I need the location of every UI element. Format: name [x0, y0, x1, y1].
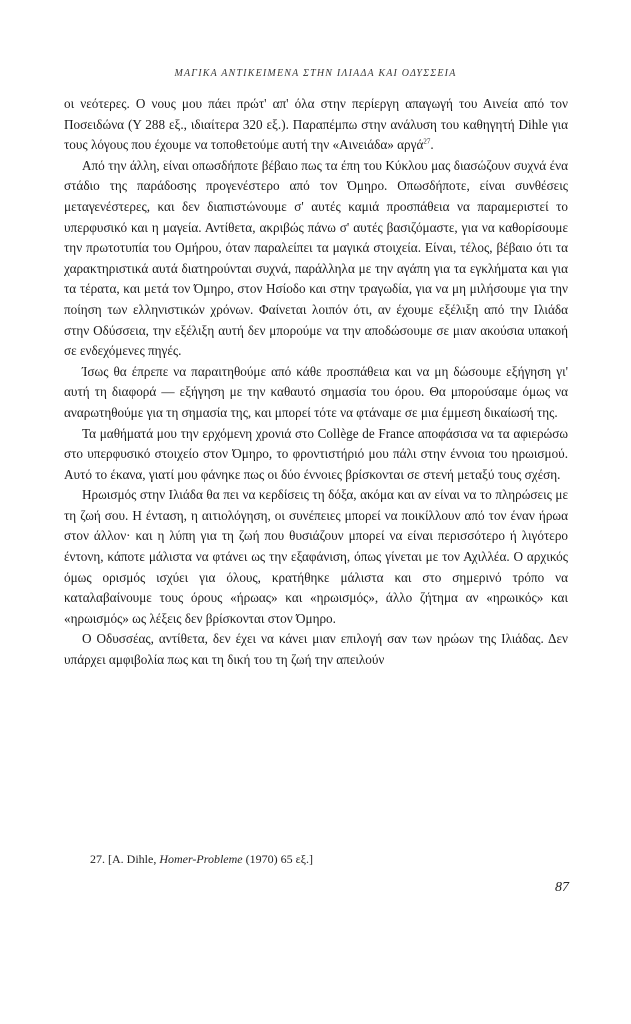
paragraph-4: Τα μαθήματά μου την ερχόμενη χρονιά στο Collège de France αποφάσισα να τα αφιερώσω στο υπερφυσικό στοιχείο στον Όμηρο, το φροντιστήριό μου πάλι στην έννοια του ηρωισμού. Αυτό το έκανα, γιατί μου φάνηκε πως οι δύο έννοιες βρίσκονται σε στενή μεταξύ τους σχέση. [64, 425, 568, 482]
paragraph-2: Από την άλλη, είναι οπωσδήποτε βέβαιο πως τα έπη του Κύκλου μας διασώζουν συχνά ένα στάδιο της παράδοσης προγενέστερο από τον Όμηρο. Οπωσδήποτε, είναι συνθέσεις μεταγενέστερες, και δεν διαπιστώνουμε σ' αυτές καμιά προσπάθεια να παραμεριστεί το υπερφυσικό και η μαγεία. Αντίθετα, ακριβώς πάνω σ' αυτές βασιζόμαστε, για να καθορίσουμε την πρωτοτυπία του Ομήρου, όταν παραλείπει τα μαγικά στοιχεία. Είναι, τέλος, βέβαιο ότι τα χαρακτηριστικά αυτά διατηρούνται συχνά, παράλληλα με την αγάπη για τα εγκλήματα και για τα τέρατα, και μετά τον Όμηρο, στον Ησίοδο και στην τραγωδία, για να μη μιλήσουμε για την ποίηση των ελληνιστικών χρόνων. Φαίνεται λοιπόν ότι, αν έχουμε εξέλιξη από την Ιλιάδα στην Οδύσσεια, την εξέλιξη αυτή δεν μπορούμε να την αποδώσουμε σε μιαν ακούσια υπακοή σε ενδεχόμενες πηγές. [64, 157, 568, 359]
footnote-number: 27. [90, 852, 105, 866]
paragraph-3: Ίσως θα έπρεπε να παραιτηθούμε από κάθε προσπάθεια και να μη δώσουμε εξήγηση γι' αυτή τη διαφορά — εξήγηση με την καθαυτό σημασία του όρου. Θα μπορούσαμε όμως να αναρωτηθούμε για τη σημασία της, και μπορεί τότε να φτάναμε σε μια έμμεση δικαίωσή της. [64, 363, 568, 420]
paragraph-1 [64, 94, 568, 156]
footnote-title: Homer-Probleme [159, 852, 243, 866]
body-text [64, 94, 568, 671]
paragraph-6: Ο Οδυσσέας, αντίθετα, δεν έχει να κάνει μιαν επιλογή σαν των ηρώων της Ιλιάδας. Δεν υπάρχει αμφιβολία πως και τη δική του τη ζωή την απειλούν [64, 631, 568, 668]
paragraph-1-text: οι νεότερες. Ο νους μου πάει πρώτ' απ' όλα στην περίεργη απαγωγή του Αινεία από τον Ποσειδώνα (Υ 288 εξ., ιδιαίτερα 320 εξ.). Παραπέμπω στην ανάλυση του καθηγητή Dihle για τους λόγους που έχουμε να τοποθετούμε αυτή την «Αινειάδα» αργά [64, 96, 568, 153]
footnote [90, 852, 570, 867]
page-number: 87 [555, 880, 569, 895]
footnote-suffix: (1970) 65 εξ.] [245, 852, 314, 866]
footnote-prefix: [A. Dihle, [108, 852, 157, 866]
paragraph-5: Ηρωισμός στην Ιλιάδα θα πει να κερδίσεις τη δόξα, ακόμα και αν είναι να το πληρώσεις με τη ζωή σου. Η ένταση, η αιτιολόγηση, οι συνέπειες μπορεί να ποικίλλουν από τον έναν ήρωα στον άλλον· και η λύπη για τη ζωή που θυσιάζουν μπορεί να είναι περισσότερο ή λιγότερο έντονη, κάποτε μάλιστα να φτάνει ως την εξαφάνιση, όπως γίνεται με τον Αχιλλέα. Ο αρχικός όμως ορισμός ισχύει για όλους, κρατήθηκε μάλιστα και στο σημερινό τρόπο να καταλαβαίνουμε τους όρους «ήρωας» και «ηρωισμός», άλλο ζήτημα αν «ηρωικός» και «ηρωισμός» ως λέξεις δεν βρίσκονται στον Όμηρο. [64, 487, 568, 626]
footnote-reference: 27 [423, 137, 431, 146]
paragraph-1-end: . [430, 137, 434, 153]
running-head: ΜΑΓΙΚΑ ΑΝΤΙΚΕΙΜΕΝΑ ΣΤΗΝ ΙΛΙΑΔΑ ΚΑΙ ΟΔΥΣΣΕΙΑ [174, 68, 457, 79]
